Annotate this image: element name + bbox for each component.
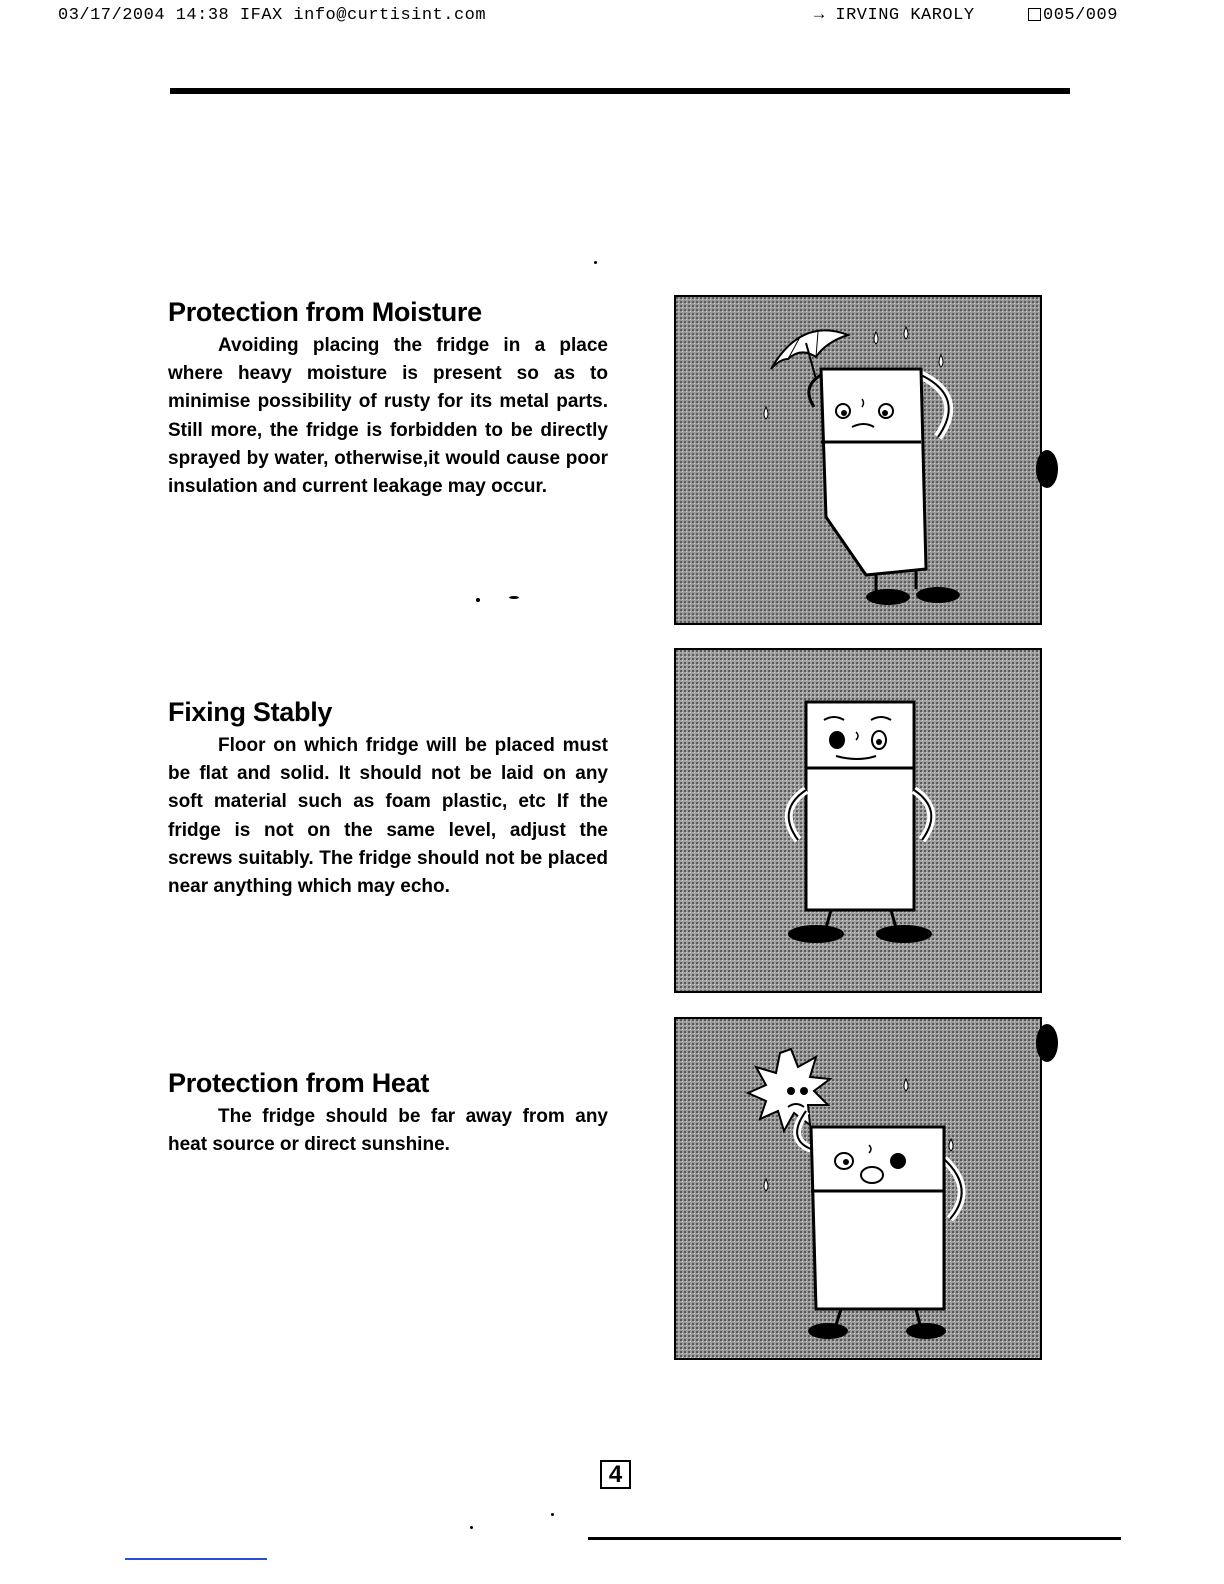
section-body-fixing-stably: Floor on which fridge will be placed must be flat and solid. It should not be laid on any soft material such as foam plastic, etc If the fridge is not on the same level, adjust the screws suitably. The fridge should not be placed near anything which may echo. [168, 735, 608, 898]
section-title-heat: Protection from Heat [168, 1068, 430, 1098]
fridge-rain-illustration [676, 297, 1040, 623]
checkbox-icon [1028, 8, 1041, 21]
fridge-sun-illustration [676, 1019, 1040, 1358]
section-moisture [168, 297, 608, 501]
bottom-blue-line [125, 1558, 267, 1560]
section-title-fixing-stably: Fixing Stably [168, 697, 333, 727]
section-heat [168, 1068, 608, 1159]
illustration-fixing-stably [674, 648, 1042, 993]
scan-speck [509, 596, 519, 599]
fax-page-counter-text: 005/009 [1043, 6, 1118, 25]
bottom-rule [588, 1537, 1121, 1540]
scan-speck [476, 598, 480, 602]
fax-header [58, 6, 1138, 30]
section-fixing-stably [168, 697, 608, 901]
scan-artifact [1036, 1024, 1058, 1062]
section-body-moisture: Avoiding placing the fridge in a place where heavy moisture is present so as to minimise possibility of rusty for its metal parts. Still more, the fridge is forbidden to be directly sprayed by water, otherwise,it would cause poor insulation and current leakage may occur. [168, 335, 608, 498]
section-body-heat: The fridge should be far away from any heat source or direct sunshine. [168, 1106, 608, 1156]
fax-timestamp: 03/17/2004 14:38 IFAX info@curtisint.com [58, 6, 487, 25]
scan-speck [594, 261, 597, 264]
illustration-heat [674, 1017, 1042, 1360]
scan-speck [470, 1526, 473, 1529]
fax-page-counter [1028, 6, 1118, 25]
scan-speck [551, 1513, 554, 1516]
page-number: 4 [600, 1460, 631, 1489]
top-rule [170, 88, 1070, 94]
illustration-moisture [674, 295, 1042, 625]
fridge-standing-illustration [676, 650, 1040, 991]
fax-destination: → IRVING KAROLY [814, 6, 975, 25]
scan-artifact [1036, 450, 1058, 488]
section-title-moisture: Protection from Moisture [168, 297, 482, 327]
